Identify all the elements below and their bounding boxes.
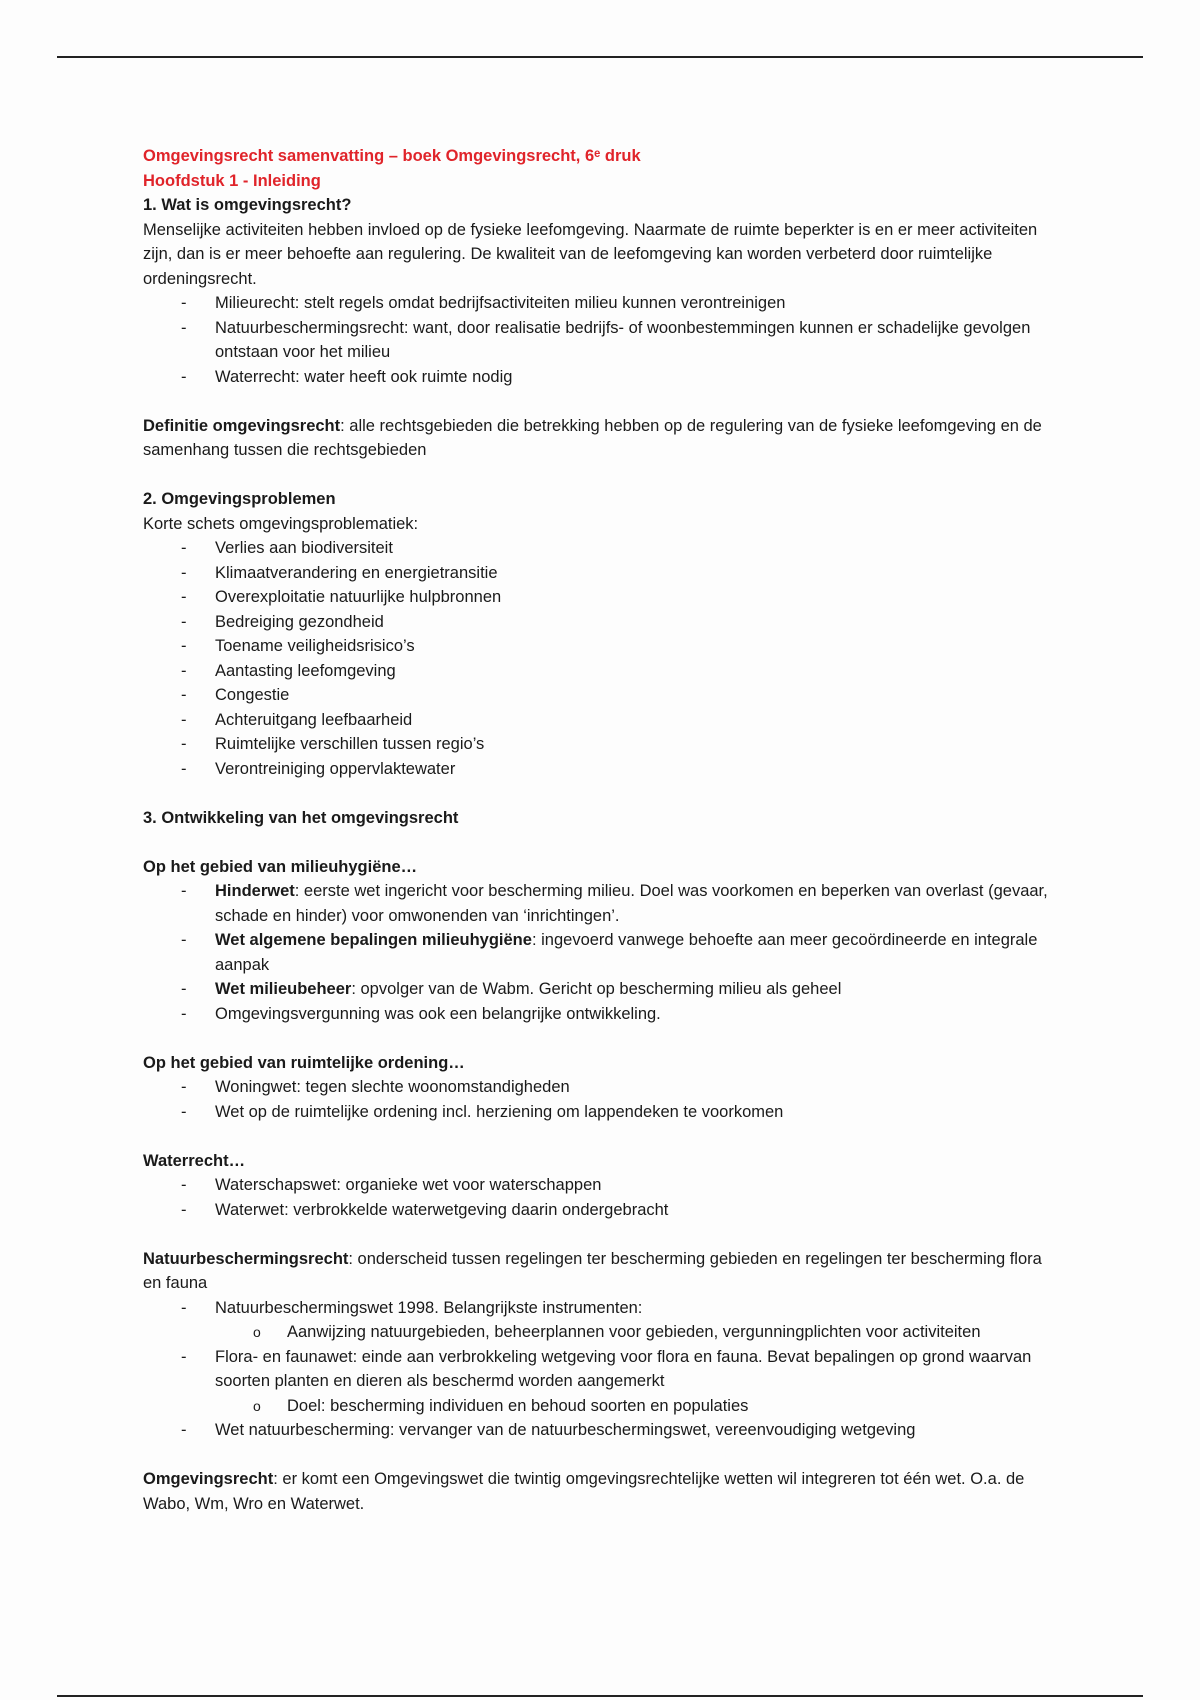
term: Hinderwet	[215, 882, 295, 900]
omgevingsrecht-paragraph	[143, 1467, 1063, 1516]
list-item: - Achteruitgang leefbaarheid	[143, 708, 1063, 733]
list-item	[143, 1296, 1063, 1345]
section-2-intro: Korte schets omgevingsproblematiek:	[143, 514, 419, 533]
list-item: - Milieurecht: stelt regels omdat bedrijfsactiviteiten milieu kunnen verontreinigen	[143, 291, 1063, 316]
section-1-heading: 1. Wat is omgevingsrecht?	[143, 196, 352, 214]
list-item-text: Natuurbeschermingswet 1998. Belangrijkste instrumenten:	[215, 1298, 643, 1317]
term: Wet milieubeheer	[215, 980, 352, 998]
section-1-intro: Menselijke activiteiten hebben invloed op de fysieke leefomgeving. Naarmate de ruimte beperkter is en er meer activiteiten zijn, dan is er meer behoefte aan regulering. De kwaliteit van de leefomgeving kan worden verbeterd door ruimtelijke ordeningsrecht.	[143, 220, 1038, 288]
document-title: Omgevingsrecht samenvatting – boek Omgevingsrecht, 6ᵉ druk	[143, 147, 641, 165]
section-2-list	[143, 536, 1063, 781]
list-item	[143, 928, 1063, 977]
natuur-list	[143, 1296, 1063, 1443]
milieu-heading: Op het gebied van milieuhygiëne…	[143, 857, 418, 876]
natuur-text: : onderscheid tussen regelingen ter bescherming gebieden en regelingen ter bescherming flora en fauna	[143, 1249, 1042, 1292]
list-item: - Verlies aan biodiversiteit	[143, 536, 1063, 561]
water-list	[143, 1173, 1063, 1222]
list-item: - Overexploitatie natuurlijke hulpbronnen	[143, 585, 1063, 610]
omgevingsrecht-text: : er komt een Omgevingswet die twintig omgevingsrechtelijke wetten wil integreren tot één wet. O.a. de Wabo, Wm, Wro en Waterwet.	[143, 1470, 1025, 1513]
term-text: : eerste wet ingericht voor bescherming milieu. Doel was voorkomen en beperken van overlast (gevaar, schade en hinder) voor omwonenden van ‘inrichtingen’.	[215, 882, 1048, 925]
sub-list	[215, 1394, 1063, 1419]
document-page	[143, 144, 1063, 1516]
list-item: - Woningwet: tegen slechte woonomstandigheden	[143, 1075, 1063, 1100]
term: Wet algemene bepalingen milieuhygiëne	[215, 931, 532, 949]
list-item: - Wet natuurbescherming: vervanger van de natuurbeschermingswet, vereenvoudiging wetgeving	[143, 1418, 1063, 1443]
omgevingsrecht-term: Omgevingsrecht	[143, 1470, 274, 1488]
header-rule	[57, 56, 1143, 58]
term-text: : opvolger van de Wabm. Gericht op bescherming milieu als geheel	[351, 980, 842, 998]
natuur-term: Natuurbeschermingsrecht	[143, 1249, 349, 1268]
list-item: - Aantasting leefomgeving	[143, 659, 1063, 684]
sub-list-item: o Aanwijzing natuurgebieden, beheerplannen voor gebieden, vergunningplichten voor activiteiten	[143, 1320, 1063, 1345]
list-item: - Wet op de ruimtelijke ordening incl. herziening om lappendeken te voorkomen	[143, 1100, 1063, 1125]
water-heading: Waterrecht…	[143, 1151, 246, 1170]
list-item: - Toename veiligheidsrisico’s	[143, 634, 1063, 659]
list-item: - Klimaatverandering en energietransitie	[143, 561, 1063, 586]
natuur-paragraph	[143, 1247, 1063, 1296]
definition-term: Definitie omgevingsrecht	[143, 416, 341, 435]
list-item: - Bedreiging gezondheid	[143, 610, 1063, 635]
sub-list	[215, 1320, 1063, 1345]
sub-list-item: o Doel: bescherming individuen en behoud soorten en populaties	[143, 1394, 1063, 1419]
ruimte-heading: Op het gebied van ruimtelijke ordening…	[143, 1053, 465, 1072]
milieu-list	[143, 879, 1063, 1026]
list-item: - Congestie	[143, 683, 1063, 708]
definition-paragraph	[143, 414, 1063, 463]
list-item: - Waterschapswet: organieke wet voor waterschappen	[143, 1173, 1063, 1198]
list-item: - Waterwet: verbrokkelde waterwetgeving daarin ondergebracht	[143, 1198, 1063, 1223]
list-item: - Ruimtelijke verschillen tussen regio’s	[143, 732, 1063, 757]
list-item: - Omgevingsvergunning was ook een belangrijke ontwikkeling.	[143, 1002, 1063, 1027]
section-3-heading: 3. Ontwikkeling van het omgevingsrecht	[143, 808, 459, 827]
list-item: - Verontreiniging oppervlaktewater	[143, 757, 1063, 782]
list-item	[143, 977, 1063, 1002]
footer-rule	[57, 1695, 1143, 1697]
list-item: - Natuurbeschermingsrecht: want, door realisatie bedrijfs- of woonbestemmingen kunnen er schadelijke gevolgen ontstaan voor het milieu	[143, 316, 1063, 365]
list-item	[143, 1345, 1063, 1419]
list-item	[143, 879, 1063, 928]
list-item: - Waterrecht: water heeft ook ruimte nodig	[143, 365, 1063, 390]
definition-text: : alle rechtsgebieden die betrekking hebben op de regulering van de fysieke leefomgeving en de samenhang tussen die rechtsgebieden	[143, 416, 1042, 459]
section-2-heading: 2. Omgevingsproblemen	[143, 490, 336, 508]
section-1-list	[143, 291, 1063, 389]
chapter-title: Hoofdstuk 1 - Inleiding	[143, 171, 321, 190]
ruimte-list	[143, 1075, 1063, 1124]
list-item-text: Flora- en faunawet: einde aan verbrokkeling wetgeving voor flora en fauna. Bevat bepalingen op grond waarvan soorten planten en dieren als beschermd worden aangemerkt	[215, 1347, 1032, 1390]
term-text: : ingevoerd vanwege behoefte aan meer gecoördineerde en integrale aanpak	[215, 931, 1038, 974]
